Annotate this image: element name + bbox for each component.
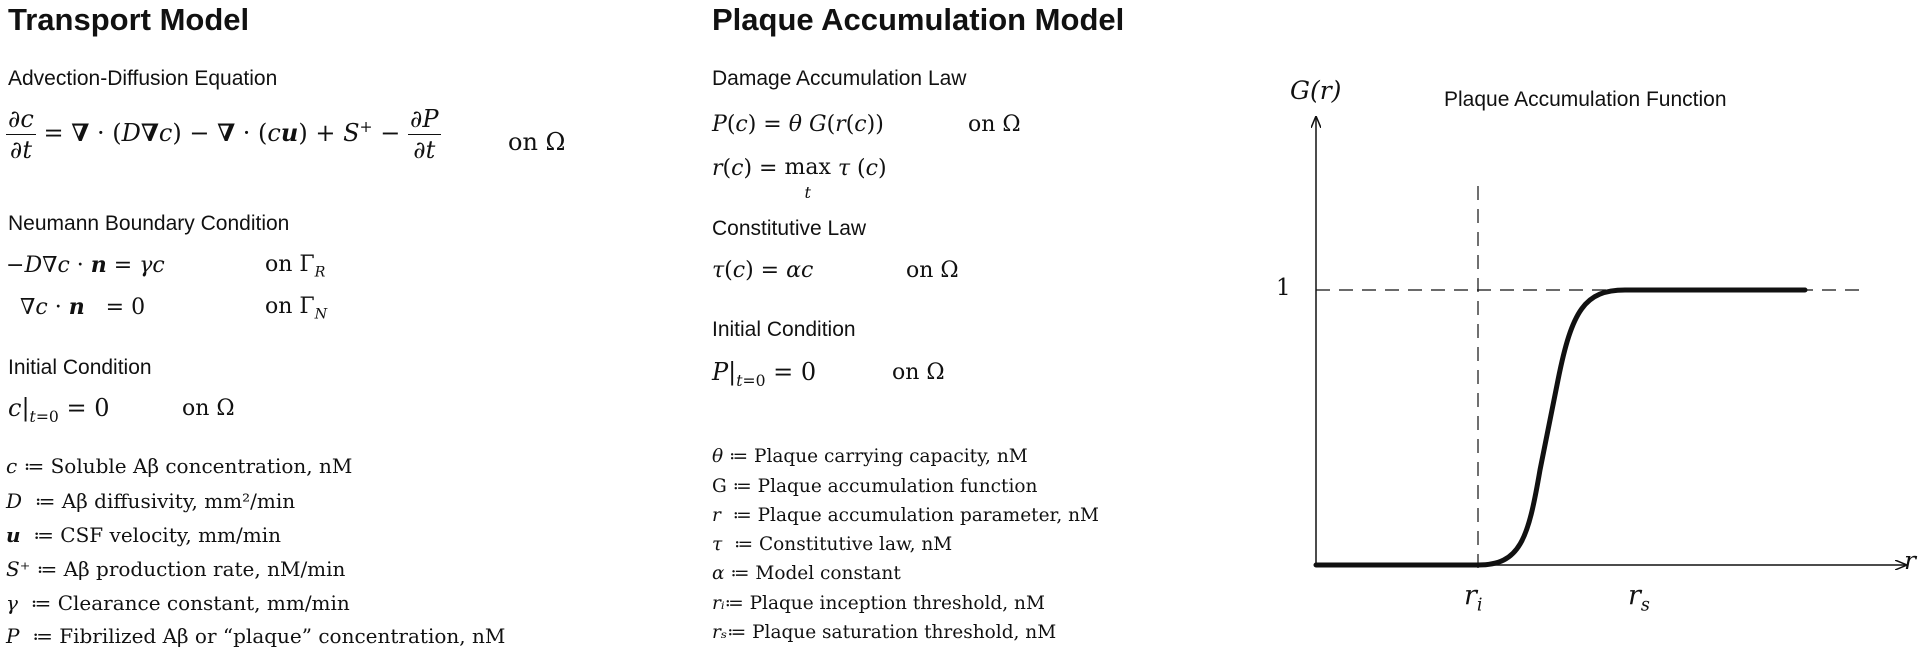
neumann-heading: Neumann Boundary Condition — [8, 212, 290, 235]
def-tau — [712, 534, 952, 555]
def-rs-text: ≔ Plaque saturation threshold, nM — [727, 622, 1057, 643]
def-ri-text: ≔ Plaque inception threshold, nM — [724, 593, 1045, 614]
def-p-text: ≔ Fibrilized Aβ or “plaque” concentration, nM — [32, 624, 506, 648]
def-p-sym: P — [6, 624, 20, 648]
gamma-sub-n: N — [314, 306, 328, 323]
def-c-sym: c — [6, 454, 18, 478]
plaque-title: Plaque Accumulation Model — [712, 2, 1125, 37]
def-rs — [712, 622, 1056, 643]
transport-initial-heading: Initial Condition — [8, 356, 152, 379]
plaque-initial-domain: on Ω — [892, 360, 945, 385]
def-r-text: ≔ Plaque accumulation parameter, nM — [732, 505, 1099, 526]
def-gamma — [6, 591, 350, 615]
def-c — [6, 454, 352, 478]
graph-title: Plaque Accumulation Function — [1444, 88, 1727, 111]
neumann-eq-1: −D∇c · n = γc — [6, 252, 165, 278]
def-ri — [712, 593, 1045, 614]
def-d — [6, 489, 295, 513]
graph-rs-r: r — [1628, 580, 1641, 611]
def-s-sym: S⁺ — [6, 557, 31, 581]
constitutive-eq: τ(c) = αc — [712, 258, 814, 283]
def-d-sym: D — [6, 489, 23, 513]
def-c-text: ≔ Soluble Aβ concentration, nM — [23, 454, 353, 478]
gamma-sub-r: R — [314, 264, 326, 281]
graph-one-label: 1 — [1276, 275, 1291, 301]
def-tau-sym: τ — [712, 534, 723, 555]
sigmoid-curve — [1316, 290, 1805, 565]
def-ri-sym: rᵢ — [712, 593, 725, 614]
neumann-domain-1 — [265, 252, 325, 280]
advection-heading: Advection-Diffusion Equation — [8, 67, 278, 90]
advection-domain: on Ω — [508, 128, 566, 156]
def-g — [712, 476, 1037, 497]
def-s-text: ≔ Aβ production rate, nM/min — [36, 557, 346, 581]
constitutive-heading: Constitutive Law — [712, 217, 867, 240]
neumann-domain-2 — [265, 294, 327, 322]
damage-domain: on Ω — [968, 112, 1021, 137]
def-alpha-sym: α — [712, 563, 725, 584]
constitutive-domain: on Ω — [906, 258, 959, 283]
damage-heading: Damage Accumulation Law — [712, 67, 967, 90]
graph-ri-label — [1464, 580, 1483, 615]
def-gamma-text: ≔ Clearance constant, mm/min — [30, 591, 350, 615]
graph-rs-label — [1628, 580, 1650, 615]
def-g-text: ≔ Plaque accumulation function — [732, 476, 1038, 497]
advection-equation: $\frac{\partial c}{\partial t}$ = ∇ · (D∇c) − ∇ · (cu) + S+ − $\frac{\partial P}{\partial t}$ — [8, 105, 439, 164]
def-p — [6, 624, 505, 648]
graph-ri-sub: i — [1476, 595, 1483, 616]
plaque-initial-eq: $P|_{t=0} = 0$ — [712, 358, 817, 390]
def-alpha-text: ≔ Model constant — [730, 563, 901, 584]
def-tau-text: ≔ Constitutive law, nM — [734, 534, 953, 555]
def-theta — [712, 446, 1028, 467]
def-alpha — [712, 563, 901, 584]
neumann-eq-2: ∇c · n = 0 — [20, 294, 146, 320]
neumann-on-gamma-1: on Γ — [265, 252, 315, 277]
graph-x-label-text: r — [1904, 546, 1916, 575]
def-d-text: ≔ Aβ diffusivity, mm²/min — [34, 489, 296, 513]
def-gamma-sym: γ — [6, 591, 18, 615]
damage-eq-1: P(c) = θ G(r(c)) — [712, 112, 884, 137]
transport-initial-domain: on Ω — [182, 396, 235, 421]
graph-y-label: G(r) — [1290, 76, 1342, 105]
def-u-sym: u — [6, 523, 21, 547]
def-theta-text: ≔ Plaque carrying capacity, nM — [729, 446, 1028, 467]
def-g-sym: G — [712, 476, 727, 497]
def-u-text: ≔ CSF velocity, mm/min — [33, 523, 281, 547]
def-s — [6, 557, 345, 581]
def-r-sym: r — [712, 505, 721, 526]
def-theta-sym: θ — [712, 446, 724, 467]
graph-x-label — [1904, 546, 1916, 575]
graph-ri-r: r — [1464, 580, 1477, 611]
transport-initial-eq: $c|_{t=0} = 0$ — [8, 394, 110, 426]
neumann-on-gamma-2: on Γ — [265, 294, 315, 319]
damage-eq-2: r(c) = max t τ (c) — [712, 155, 887, 202]
def-rs-sym: rₛ — [712, 622, 728, 643]
def-u — [6, 523, 281, 547]
transport-title: Transport Model — [8, 2, 250, 37]
def-r — [712, 505, 1099, 526]
plaque-initial-heading: Initial Condition — [712, 318, 856, 341]
graph-rs-sub: s — [1640, 595, 1650, 616]
